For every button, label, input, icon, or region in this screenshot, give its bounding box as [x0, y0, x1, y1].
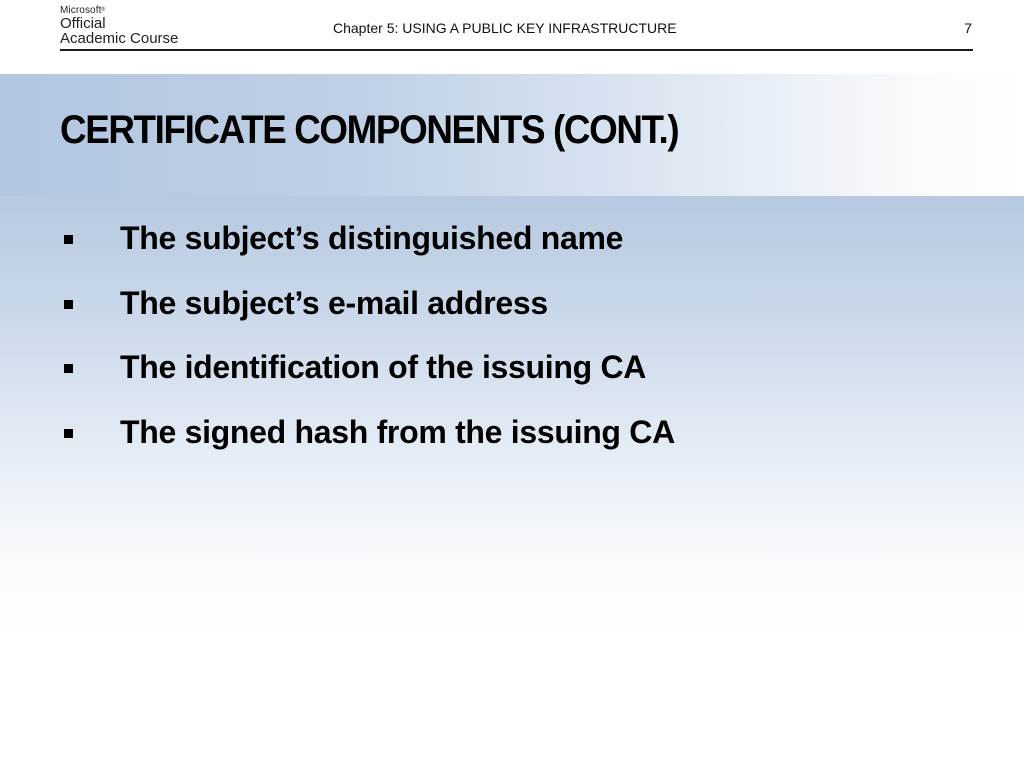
bullet-text: The subject’s e-mail address [120, 284, 548, 321]
microsoft-official-academic-course-logo [60, 5, 200, 47]
bullet-text: The subject’s distinguished name [120, 220, 624, 256]
bullet-text: The signed hash from the issuing CA [120, 413, 675, 450]
page-number: 7 [964, 20, 972, 36]
square-bullet-icon [64, 300, 73, 309]
logo-line-academic-course: Academic Course [60, 30, 179, 47]
logo-line-official: Official [60, 15, 106, 32]
slide-title: CERTIFICATE COMPONENTS (CONT.) [60, 108, 679, 152]
header-divider [60, 49, 973, 51]
square-bullet-icon [64, 364, 73, 373]
square-bullet-icon [64, 429, 73, 438]
logo-line-microsoft: Microsoft® [60, 5, 106, 16]
chapter-header: Chapter 5: USING A PUBLIC KEY INFRASTRUCTURE [333, 20, 677, 36]
square-bullet-icon [64, 235, 73, 244]
bullet-text: The identification of the issuing CA [120, 349, 647, 385]
